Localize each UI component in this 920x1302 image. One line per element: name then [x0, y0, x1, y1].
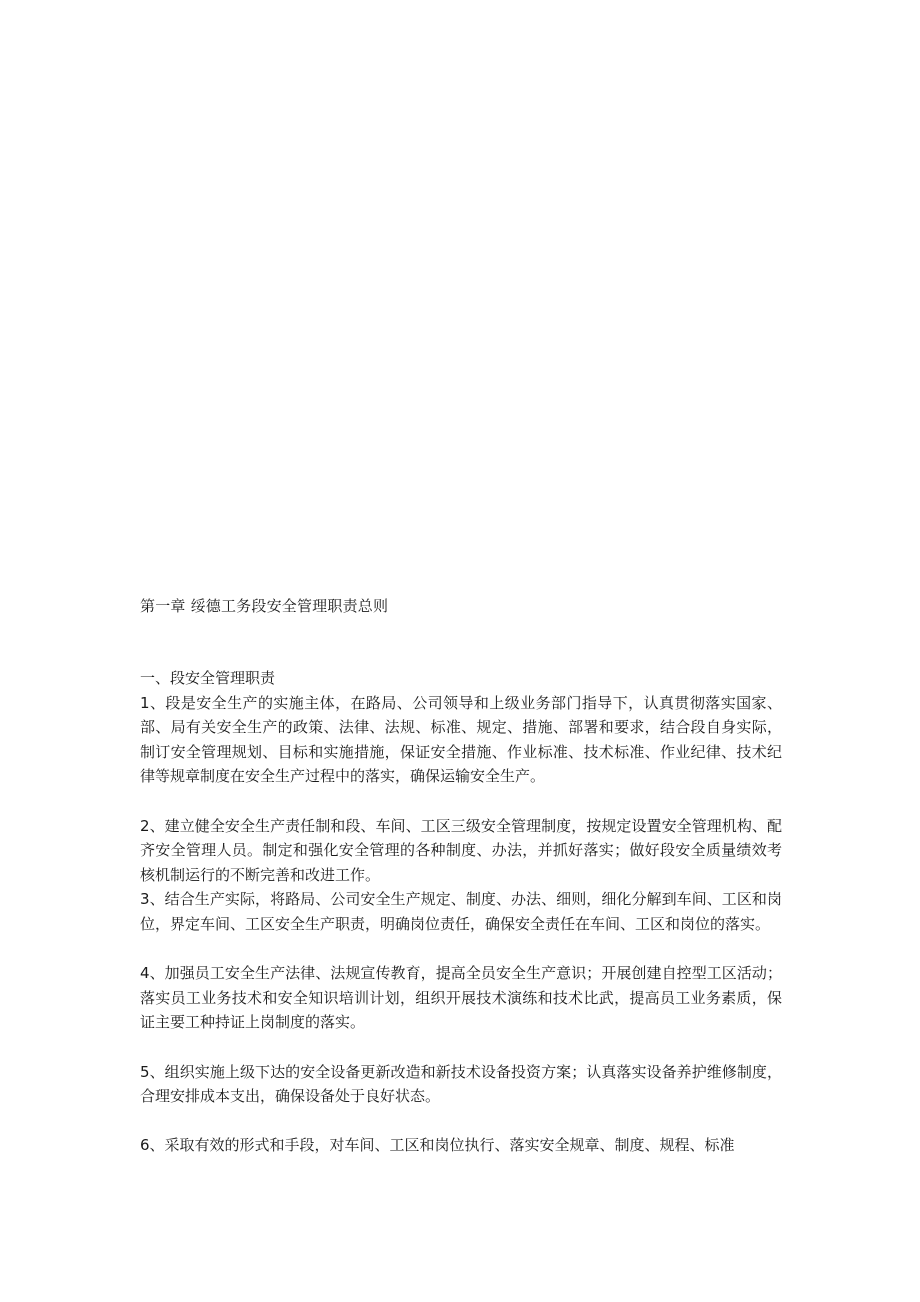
paragraph-3: 3、结合生产实际，将路局、公司安全生产规定、制度、办法、细则，细化分解到车间、工区和岗位，界定车间、工区安全生产职责，明确岗位责任，确保安全责任在车间、工区和岗位的落实。 — [140, 890, 782, 933]
paragraph-4: 4、加强员工安全生产法律、法规宣传教育，提高全员安全生产意识；开展创建自控型工区活动；落实员工业务技术和安全知识培训计划，组织开展技术演练和技术比武，提高员工业务素质，保证主要工种持证上岗制度的落实。 — [140, 964, 782, 1032]
paragraph-6: 6、采取有效的形式和手段，对车间、工区和岗位执行、落实安全规章、制度、规程、标准 — [140, 1136, 735, 1155]
section-heading: 一、段安全管理职责 — [140, 669, 276, 687]
paragraph-spacer — [140, 1109, 782, 1134]
paragraph-spacer — [140, 1035, 782, 1060]
paragraph-spacer — [140, 937, 782, 962]
paragraph-spacer — [140, 789, 782, 814]
paragraph-1: 1、段是安全生产的实施主体，在路局、公司领导和上级业务部门指导下，认真贯彻落实国家、部、局有关安全生产的政策、法律、法规、标准、规定、措施、部署和要求，结合段自身实际，制订安全管理规划、目标和实施措施，保证安全措施、作业标准、技术标准、作业纪律、技术纪律等规章制度在安全生产过程中的落实，确保运输安全生产。 — [140, 693, 782, 786]
paragraph-5: 5、组织实施上级下达的安全设备更新改造和新技术设备投资方案；认真落实设备养护维修制度，合理安排成本支出，确保设备处于良好状态。 — [140, 1062, 782, 1106]
document-body — [140, 666, 782, 1158]
paragraph-2: 2、建立健全安全生产责任制和段、车间、工区三级安全管理制度，按规定设置安全管理机构、配齐安全管理人员。制定和强化安全管理的各种制度、办法，并抓好落实；做好段安全质量绩效考核机制运行的不断完善和改进工作。 — [140, 816, 782, 884]
chapter-title: 第一章 绥德工务段安全管理职责总则 — [140, 597, 389, 615]
